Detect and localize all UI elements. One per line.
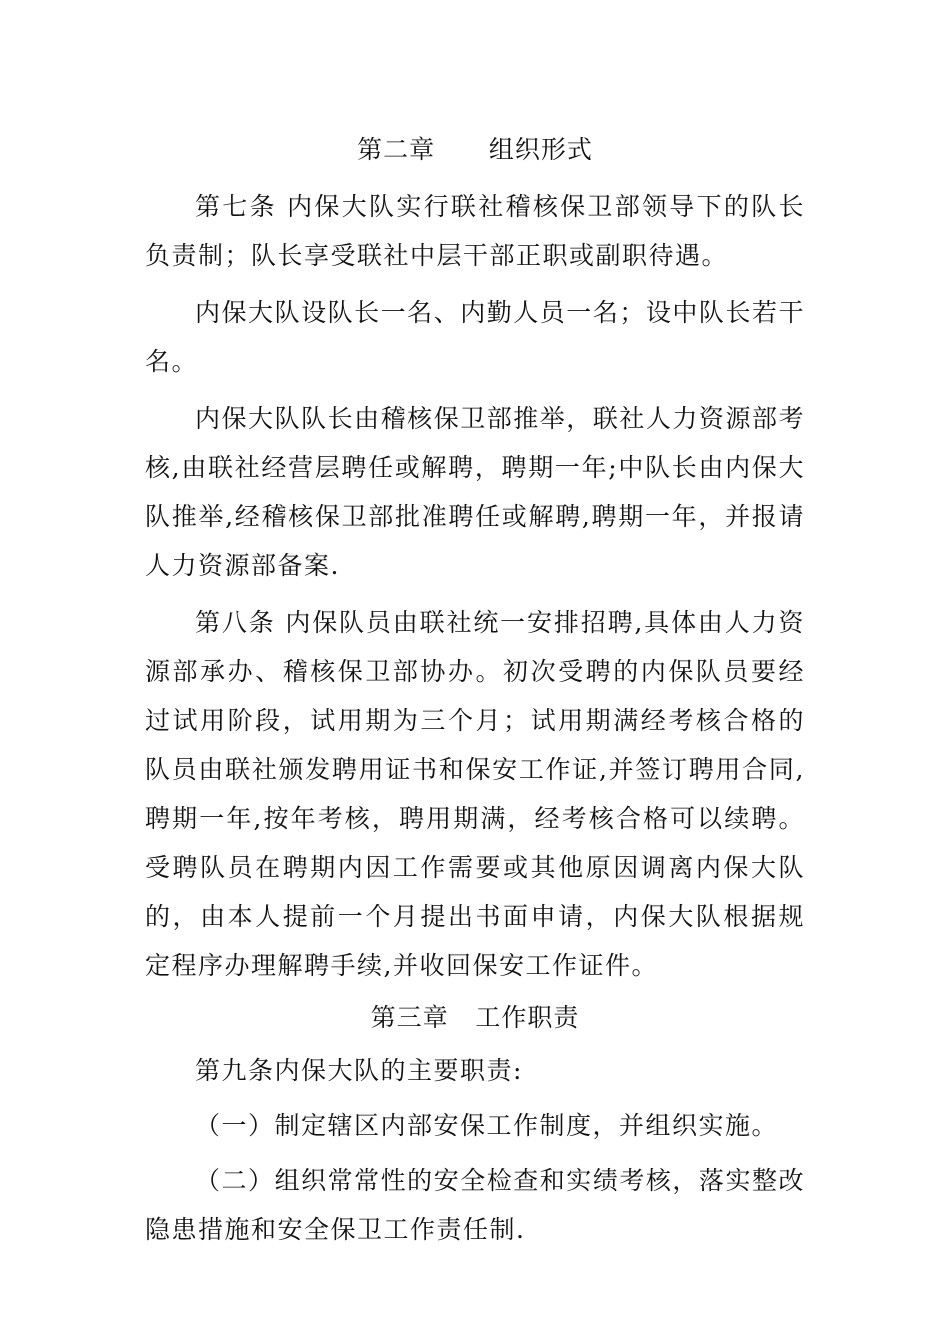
article-9-paragraph: 第九条内保大队的主要职责: bbox=[195, 1056, 523, 1085]
document-page bbox=[145, 120, 805, 1260]
chapter-3-title: 第三章 工作职责 bbox=[370, 1003, 580, 1032]
article-7-paragraph: 第七条 内保大队实行联社稽核保卫部领导下的队长负责制；队长享受联社中层干部正职或副职待遇。 bbox=[145, 192, 805, 270]
chapter-2-title: 第二章 组织形式 bbox=[357, 135, 593, 164]
article-7-appointment-paragraph: 内保大队队长由稽核保卫部推举，联社人力资源部考核,由联社经营层聘任或解聘，聘期一年;中队长由内保大队推举,经稽核保卫部批准聘任或解聘,聘期一年，并报请人力资源部备案. bbox=[145, 404, 805, 580]
duty-item-1: （一）制定辖区内部安保工作制度，并组织实施。 bbox=[195, 1111, 779, 1140]
article-7-staffing-paragraph: 内保大队设队长一名、内勤人员一名；设中队长若干名。 bbox=[145, 298, 805, 376]
article-8-paragraph: 第八条 内保队员由联社统一安排招聘,具体由人力资源部承办、稽核保卫部协办。初次受聘的内保队员要经过试用阶段，试用期为三个月；试用期满经考核合格的队员由联社颁发聘用证书和保安工作证,并签订聘用合同,聘期一年,按年考核，聘用期满，经考核合格可以续聘。受聘队员在聘期内因工作需要或其他原因调离内保大队的，由本人提前一个月提出书面申请，内保大队根据规定程序办理解聘手续,并收回保安工作证件。 bbox=[145, 608, 805, 980]
duty-item-2: （二）组织常常性的安全检查和实绩考核，落实整改隐患措施和安全保卫工作责任制. bbox=[145, 1166, 805, 1244]
